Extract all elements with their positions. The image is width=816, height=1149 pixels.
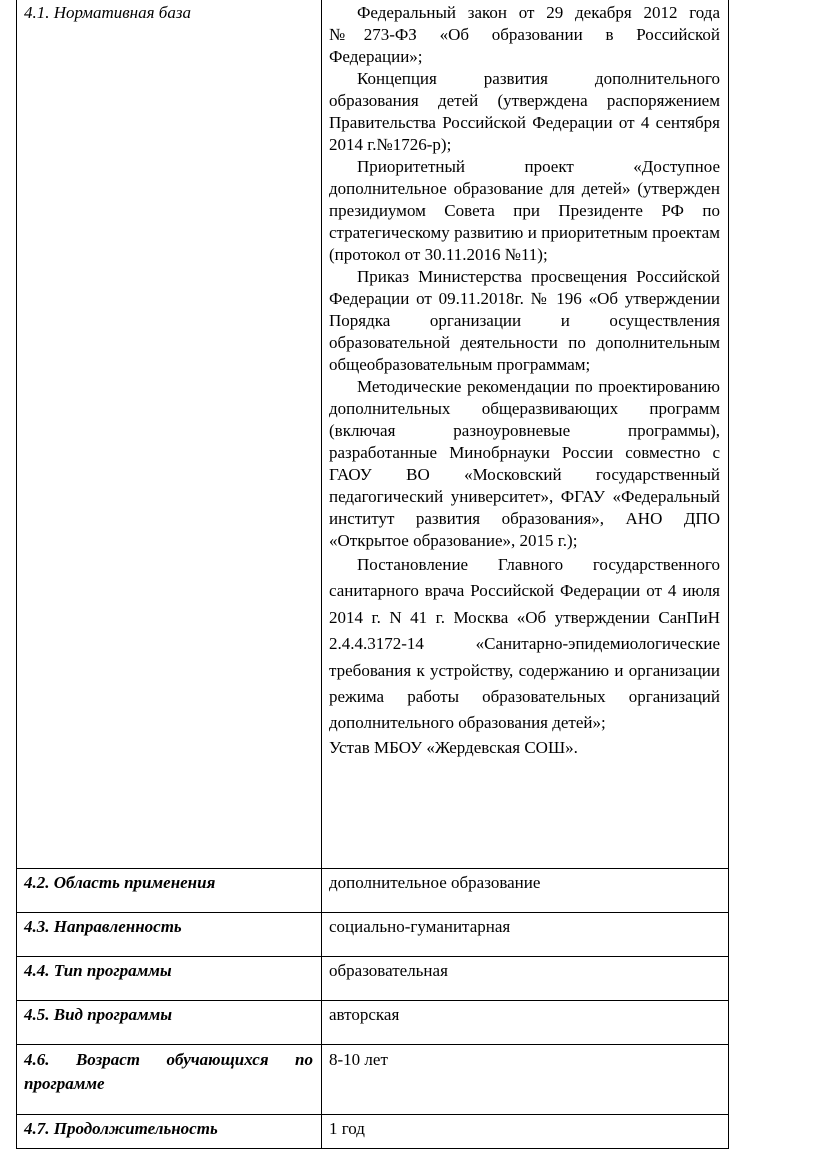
row-label: 4.1. Нормативная база — [17, 0, 322, 869]
table-row-age — [17, 1045, 729, 1115]
row-label: 4.6. Возраст обучающихся по программе — [17, 1045, 322, 1115]
row-label: 4.2. Область применения — [17, 869, 322, 913]
basis-paragraph-ministry-order: Приказ Министерства просвещения Российской Федерации от 09.11.2018г. № 196 «Об утверждении Порядка организации и осуществления образовательной деятельности по дополнительным общеобразовательным программам; — [329, 267, 720, 374]
row-value: 1 год — [322, 1115, 729, 1149]
table-row-duration — [17, 1115, 729, 1149]
basis-paragraph-concept: Концепция развития дополнительного образования детей (утверждена распоряжением Правительства Российской Федерации от 4 сентября 2014 г.№1726-р); — [329, 69, 720, 154]
row-label: 4.3. Направленность — [17, 913, 322, 957]
table-row-focus — [17, 913, 729, 957]
row-value: дополнительное образование — [322, 869, 729, 913]
basis-paragraph-guidelines: Методические рекомендации по проектированию дополнительных общеразвивающих программ (включая разноуровневые программы), разработанные Минобрнауки России совместно с ГАОУ ВО «Московский государственный педагогический университет», ФГАУ «Федеральный институт развития образования», АНО ДПО «Открытое образование», 2015 г.); — [329, 377, 720, 550]
row-label: 4.4. Тип программы — [17, 957, 322, 1001]
regulatory-basis-cell — [322, 0, 729, 869]
row-value: образовательная — [322, 957, 729, 1001]
row-label: 4.5. Вид программы — [17, 1001, 322, 1045]
basis-paragraph-federal-law: Федеральный закон от 29 декабря 2012 года №273-ФЗ «Об образовании в Российской Федерации»; — [329, 3, 720, 66]
basis-paragraph-sanpin: Постановление Главного государственного санитарного врача Российской Федерации от 4 июля 2014 г. N 41 г. Москва «Об утверждении СанПиН 2.4.4.3172-14 «Санитарно-эпидемиологические требования к устройству, содержанию и организации режима работы образовательных организаций дополнительного образования детей»; — [329, 555, 720, 733]
row-value: авторская — [322, 1001, 729, 1045]
basis-paragraph-priority-project: Приоритетный проект «Доступное дополнительное образование для детей» (утвержден президиумом Совета при Президенте РФ по стратегическому развитию и приоритетным проектам (протокол от 30.11.2016 №11); — [329, 157, 720, 264]
table-row-program-kind — [17, 1001, 729, 1045]
table-row-regulatory-basis — [17, 0, 729, 869]
row-label: 4.7. Продолжительность — [17, 1115, 322, 1149]
program-passport-table — [16, 0, 729, 1149]
table-row-program-type — [17, 957, 729, 1001]
table-row-scope — [17, 869, 729, 913]
basis-paragraph-charter: Устав МБОУ «Жердевская СОШ». — [329, 737, 578, 757]
row-value: социально-гуманитарная — [322, 913, 729, 957]
row-value: 8-10 лет — [322, 1045, 729, 1115]
